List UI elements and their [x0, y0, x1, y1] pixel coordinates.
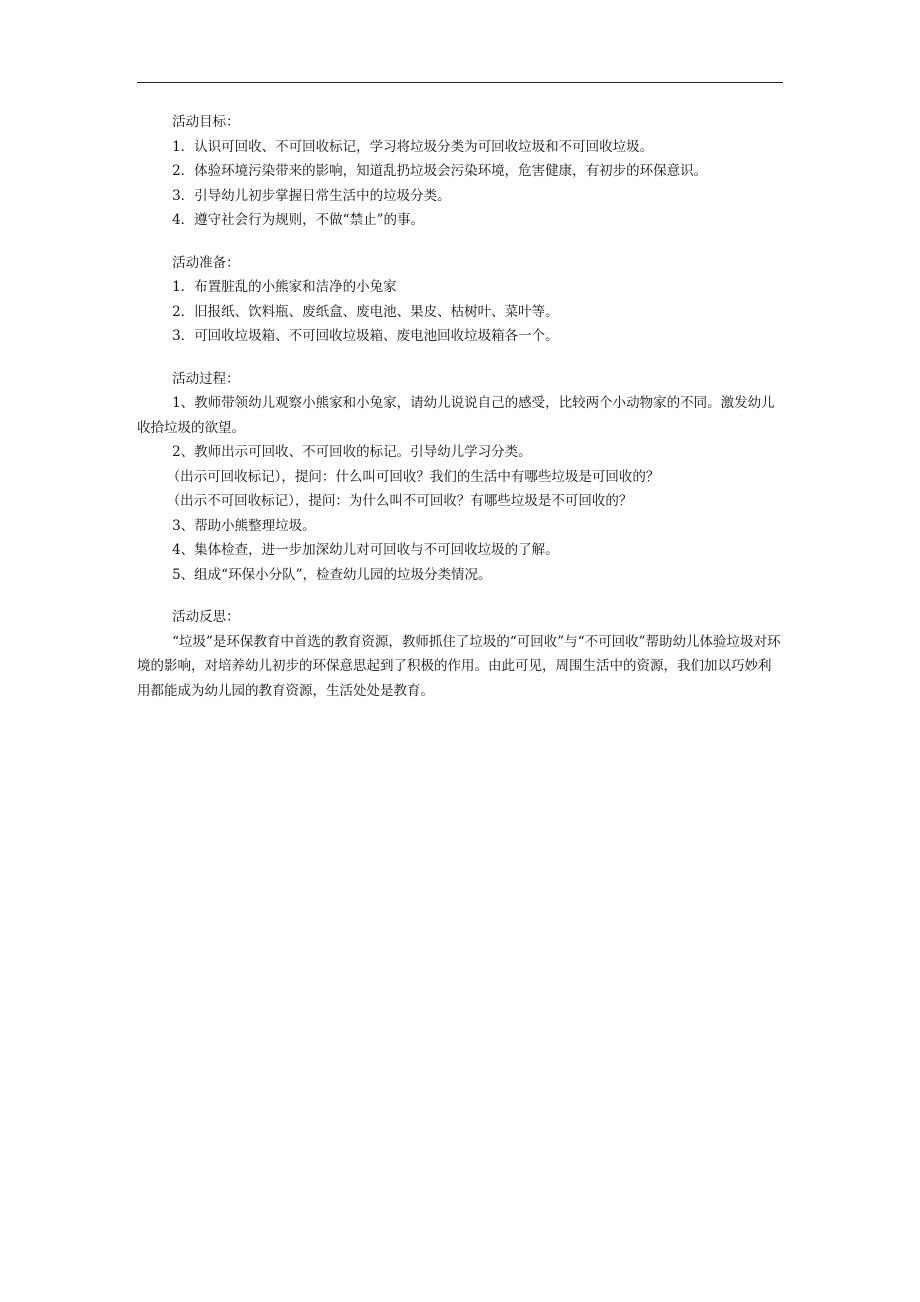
reflection-section [137, 605, 783, 703]
reflection-paragraph: “垃圾”是环保教育中首选的教育资源，教师抓住了垃圾的“可回收”与“不可回收”帮助幼儿体验垃圾对环境的影响，对培养幼儿初步的环保意思起到了积极的作用。由此可见，周围生活中的资源，我们加以巧妙利用都能成为幼儿园的教育资源，生活处处是教育。 [137, 633, 781, 699]
process-step-1: 1、教师带领幼儿观察小熊家和小兔家，请幼儿说说自己的感受，比较两个小动物家的不同。激发幼儿收拾垃圾的欲望。 [137, 395, 775, 436]
preparation-item-2: 2．旧报纸、饮料瓶、废纸盒、废电池、果皮、枯树叶、菜叶等。 [172, 303, 559, 320]
process-step-4: 4、集体检查，进一步加深幼儿对可回收与不可回收垃圾的了解。 [172, 542, 559, 558]
preparation-item-3: 3．可回收垃圾箱、不可回收垃圾箱、废电池回收垃圾箱各一个。 [172, 328, 559, 344]
preparation-item-1: 1．布置脏乱的小熊家和洁净的小兔家 [172, 279, 397, 295]
process-step-3: 3、帮助小熊整理垃圾。 [172, 517, 316, 534]
document-body [137, 110, 783, 721]
process-section [137, 367, 783, 588]
process-step-5: 5、组成“环保小分队”，检查幼儿园的垃圾分类情况。 [172, 566, 492, 583]
goal-item-4: 4．遵守社会行为规则，不做“禁止”的事。 [172, 212, 424, 228]
goals-section [137, 110, 783, 233]
header-rule [137, 82, 783, 83]
goal-item-2: 2．体验环境污染带来的影响，知道乱扔垃圾会污染环境，危害健康，有初步的环保意识。 [172, 163, 708, 179]
process-question-2: （出示不可回收标记），提问：为什么叫不可回收？有哪些垃圾是不可回收的？ [166, 493, 633, 509]
reflection-heading: 活动反思： [172, 609, 240, 625]
process-step-2: 2、教师出示可回收、不可回收的标记。引导幼儿学习分类。 [172, 444, 532, 460]
goal-item-1: 1．认识可回收、不可回收标记，学习将垃圾分类为可回收垃圾和不可回收垃圾。 [172, 138, 654, 155]
preparation-heading: 活动准备： [172, 254, 240, 271]
goal-item-3: 3．引导幼儿初步掌握日常生活中的垃圾分类。 [172, 187, 451, 204]
goals-heading: 活动目标： [172, 114, 240, 130]
preparation-section [137, 251, 783, 349]
process-heading: 活动过程： [172, 370, 240, 387]
process-question-1: （出示可回收标记），提问：什么叫可回收？我们的生活中有哪些垃圾是可回收的？ [166, 468, 660, 485]
